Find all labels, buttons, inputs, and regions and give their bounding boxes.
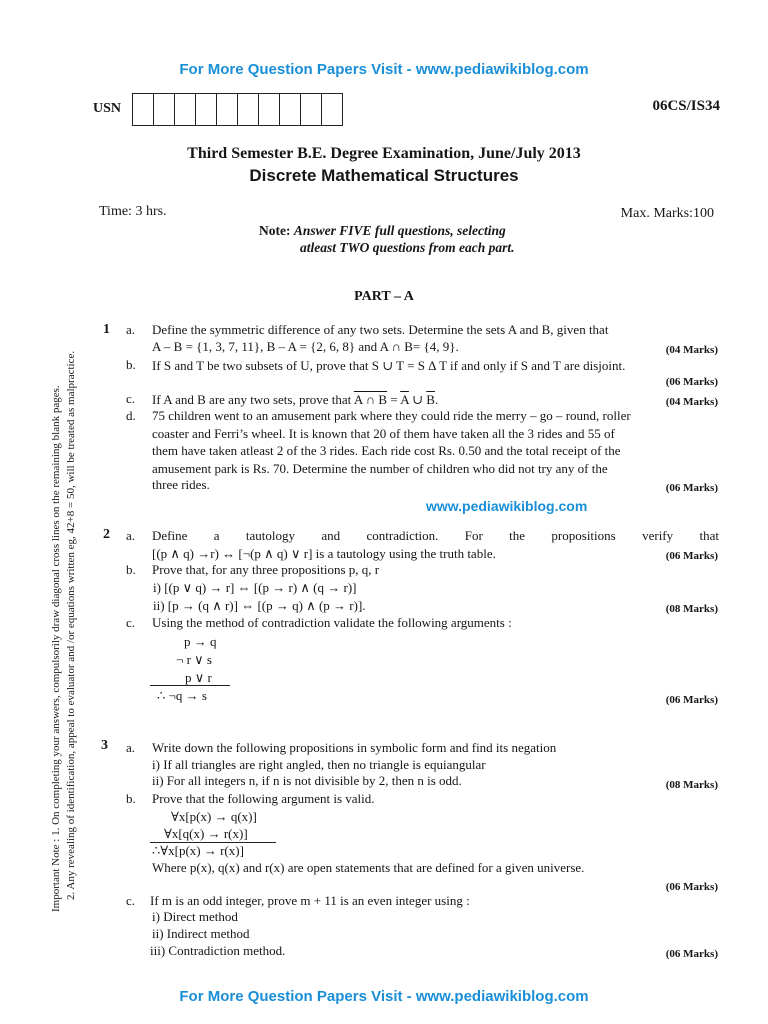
side-note-1: Important Note : 1. On completing your answers, compulsorily draw diagonal cross lines on the remaining blank pages. [50, 385, 62, 912]
question-text: three rides. [152, 477, 210, 492]
usn-box [258, 93, 280, 126]
text-span: ∪ [408, 392, 427, 407]
time-allowed: Time: 3 hrs. [99, 204, 167, 219]
question-text: Where p(x), q(x) and r(x) are open statements that are defined for a given universe. [152, 860, 585, 875]
argument-line: ¬ r ∨ s [176, 652, 212, 667]
course-code: 06CS/IS34 [652, 98, 720, 114]
sub-label: a. [126, 322, 136, 337]
usn-box [321, 93, 343, 126]
argument-line: ∀x[p(x) → q(x)] [171, 809, 257, 824]
sub-label: a. [126, 528, 136, 543]
question-text: ii) [p → (q ∧ r)] ⇔ [(p → q) ∧ (p → r)]. [153, 598, 366, 613]
watermark-link[interactable]: www.pediawikiblog.com [426, 498, 588, 514]
marks-label: (06 Marks) [665, 482, 718, 494]
question-number: 2 [103, 527, 110, 542]
marks-label: (06 Marks) [665, 948, 718, 960]
question-text: Using the method of contradiction validate the following arguments : [152, 615, 512, 630]
sub-label: c. [126, 615, 136, 630]
argument-line: ∴ ¬q → s [157, 688, 207, 703]
usn-label: USN [93, 101, 122, 116]
sub-label: c. [126, 893, 136, 908]
usn-box [300, 93, 322, 126]
overlined-expr: $\overline{B}$ [426, 392, 435, 407]
divider [150, 685, 230, 686]
usn-box [195, 93, 217, 126]
question-text: Prove that the following argument is valid. [152, 791, 375, 806]
note-label: Note: [259, 223, 291, 238]
question-text: i) If all triangles are right angled, then no triangle is equiangular [152, 757, 486, 772]
question-text: coaster and Ferri’s wheel. It is known that 20 of them have taken all the 3 rides and 55 of [152, 426, 615, 441]
question-text: them have taken atleast 2 of the 3 rides. Each ride cost Rs. 0.50 and the total receipt of the [152, 443, 621, 458]
question-text: ii) Indirect method [152, 926, 250, 941]
question-text: iii) Contradiction method. [150, 943, 286, 958]
question-text: i) [(p ∨ q) → r] ⇔ [(p → r) ∧ (q → r)] [153, 580, 357, 595]
text-span: . [434, 392, 439, 407]
part-heading: PART – A [354, 289, 414, 304]
question-text: i) Direct method [152, 909, 238, 924]
question-number: 1 [103, 322, 110, 337]
question-number: 3 [101, 738, 108, 753]
question-text: If m is an odd integer, prove m + 11 is an even integer using : [150, 893, 470, 908]
question-text: [(p ∧ q) →r) ↔ [¬(p ∧ q) ∨ r] is a tautology using the truth table. [152, 546, 496, 561]
banner-link-top[interactable]: For More Question Papers Visit - www.pediawikiblog.com [179, 61, 589, 78]
question-text: 75 children went to an amusement park where they could ride the merry – go – round, roller [152, 408, 631, 423]
sub-label: a. [126, 740, 136, 755]
usn-box [216, 93, 238, 126]
usn-box [153, 93, 175, 126]
argument-line: ∀x[q(x) → r(x)] [164, 826, 248, 841]
question-text: Write down the following propositions in symbolic form and find its negation [152, 740, 557, 755]
question-text: Define a tautology and contradiction. For the propositions verify that [152, 528, 719, 543]
overlined-expr: A ∩ B [353, 392, 388, 407]
question-text: Prove that, for any three propositions p, q, r [152, 562, 380, 577]
text-span: If A and B are any two sets, prove that [152, 392, 352, 407]
sub-label: c. [126, 391, 136, 406]
marks-label: (06 Marks) [665, 376, 718, 388]
marks-label: (06 Marks) [665, 550, 718, 562]
usn-box [132, 93, 154, 126]
argument-line: p ∨ r [185, 670, 212, 685]
note-line-1: Answer FIVE full questions, selecting [293, 223, 506, 238]
note-line-2: atleast TWO questions from each part. [300, 240, 515, 255]
usn-box [237, 93, 259, 126]
overlined-expr: $\overline{A}$ [400, 392, 409, 407]
instructions-note [259, 222, 515, 256]
side-note-2: 2. Any revealing of identification, appeal to evaluator and /or equations written eg, 42+8 = 50, will be treated as malpractice. [65, 350, 77, 900]
marks-label: (06 Marks) [665, 694, 718, 706]
sub-label: d. [126, 408, 136, 423]
sub-label: b. [126, 791, 136, 806]
text-span: = [387, 392, 401, 407]
question-text: amusement park is Rs. 70. Determine the number of children who did not try any of the [152, 461, 608, 476]
marks-label: (06 Marks) [665, 881, 718, 893]
sub-label: b. [126, 357, 136, 372]
question-text [152, 392, 438, 408]
marks-label: (04 Marks) [665, 344, 718, 356]
subject-title: Discrete Mathematical Structures [249, 166, 519, 185]
sub-label: b. [126, 562, 136, 577]
marks-label: (08 Marks) [665, 603, 718, 615]
argument-line: p → q [184, 634, 217, 649]
usn-boxes [132, 93, 342, 126]
exam-title: Third Semester B.E. Degree Examination, June/July 2013 [187, 145, 581, 162]
question-text: If S and T be two subsets of U, prove that S ∪ T = S Δ T if and only if S and T are disjoint. [152, 358, 626, 373]
usn-box [279, 93, 301, 126]
question-text: A – B = {1, 3, 7, 11}, B – A = {2, 6, 8} and A ∩ B= {4, 9}. [152, 339, 459, 354]
marks-label: (04 Marks) [665, 396, 718, 408]
marks-label: (08 Marks) [665, 779, 718, 791]
banner-link-bottom[interactable]: For More Question Papers Visit - www.pediawikiblog.com [179, 988, 589, 1005]
question-text: Define the symmetric difference of any two sets. Determine the sets A and B, given that [152, 322, 609, 337]
max-marks: Max. Marks:100 [620, 206, 714, 221]
argument-line: ∴∀x[p(x) → r(x)] [152, 843, 244, 858]
usn-box [174, 93, 196, 126]
question-text: ii) For all integers n, if n is not divisible by 2, then n is odd. [152, 773, 462, 788]
